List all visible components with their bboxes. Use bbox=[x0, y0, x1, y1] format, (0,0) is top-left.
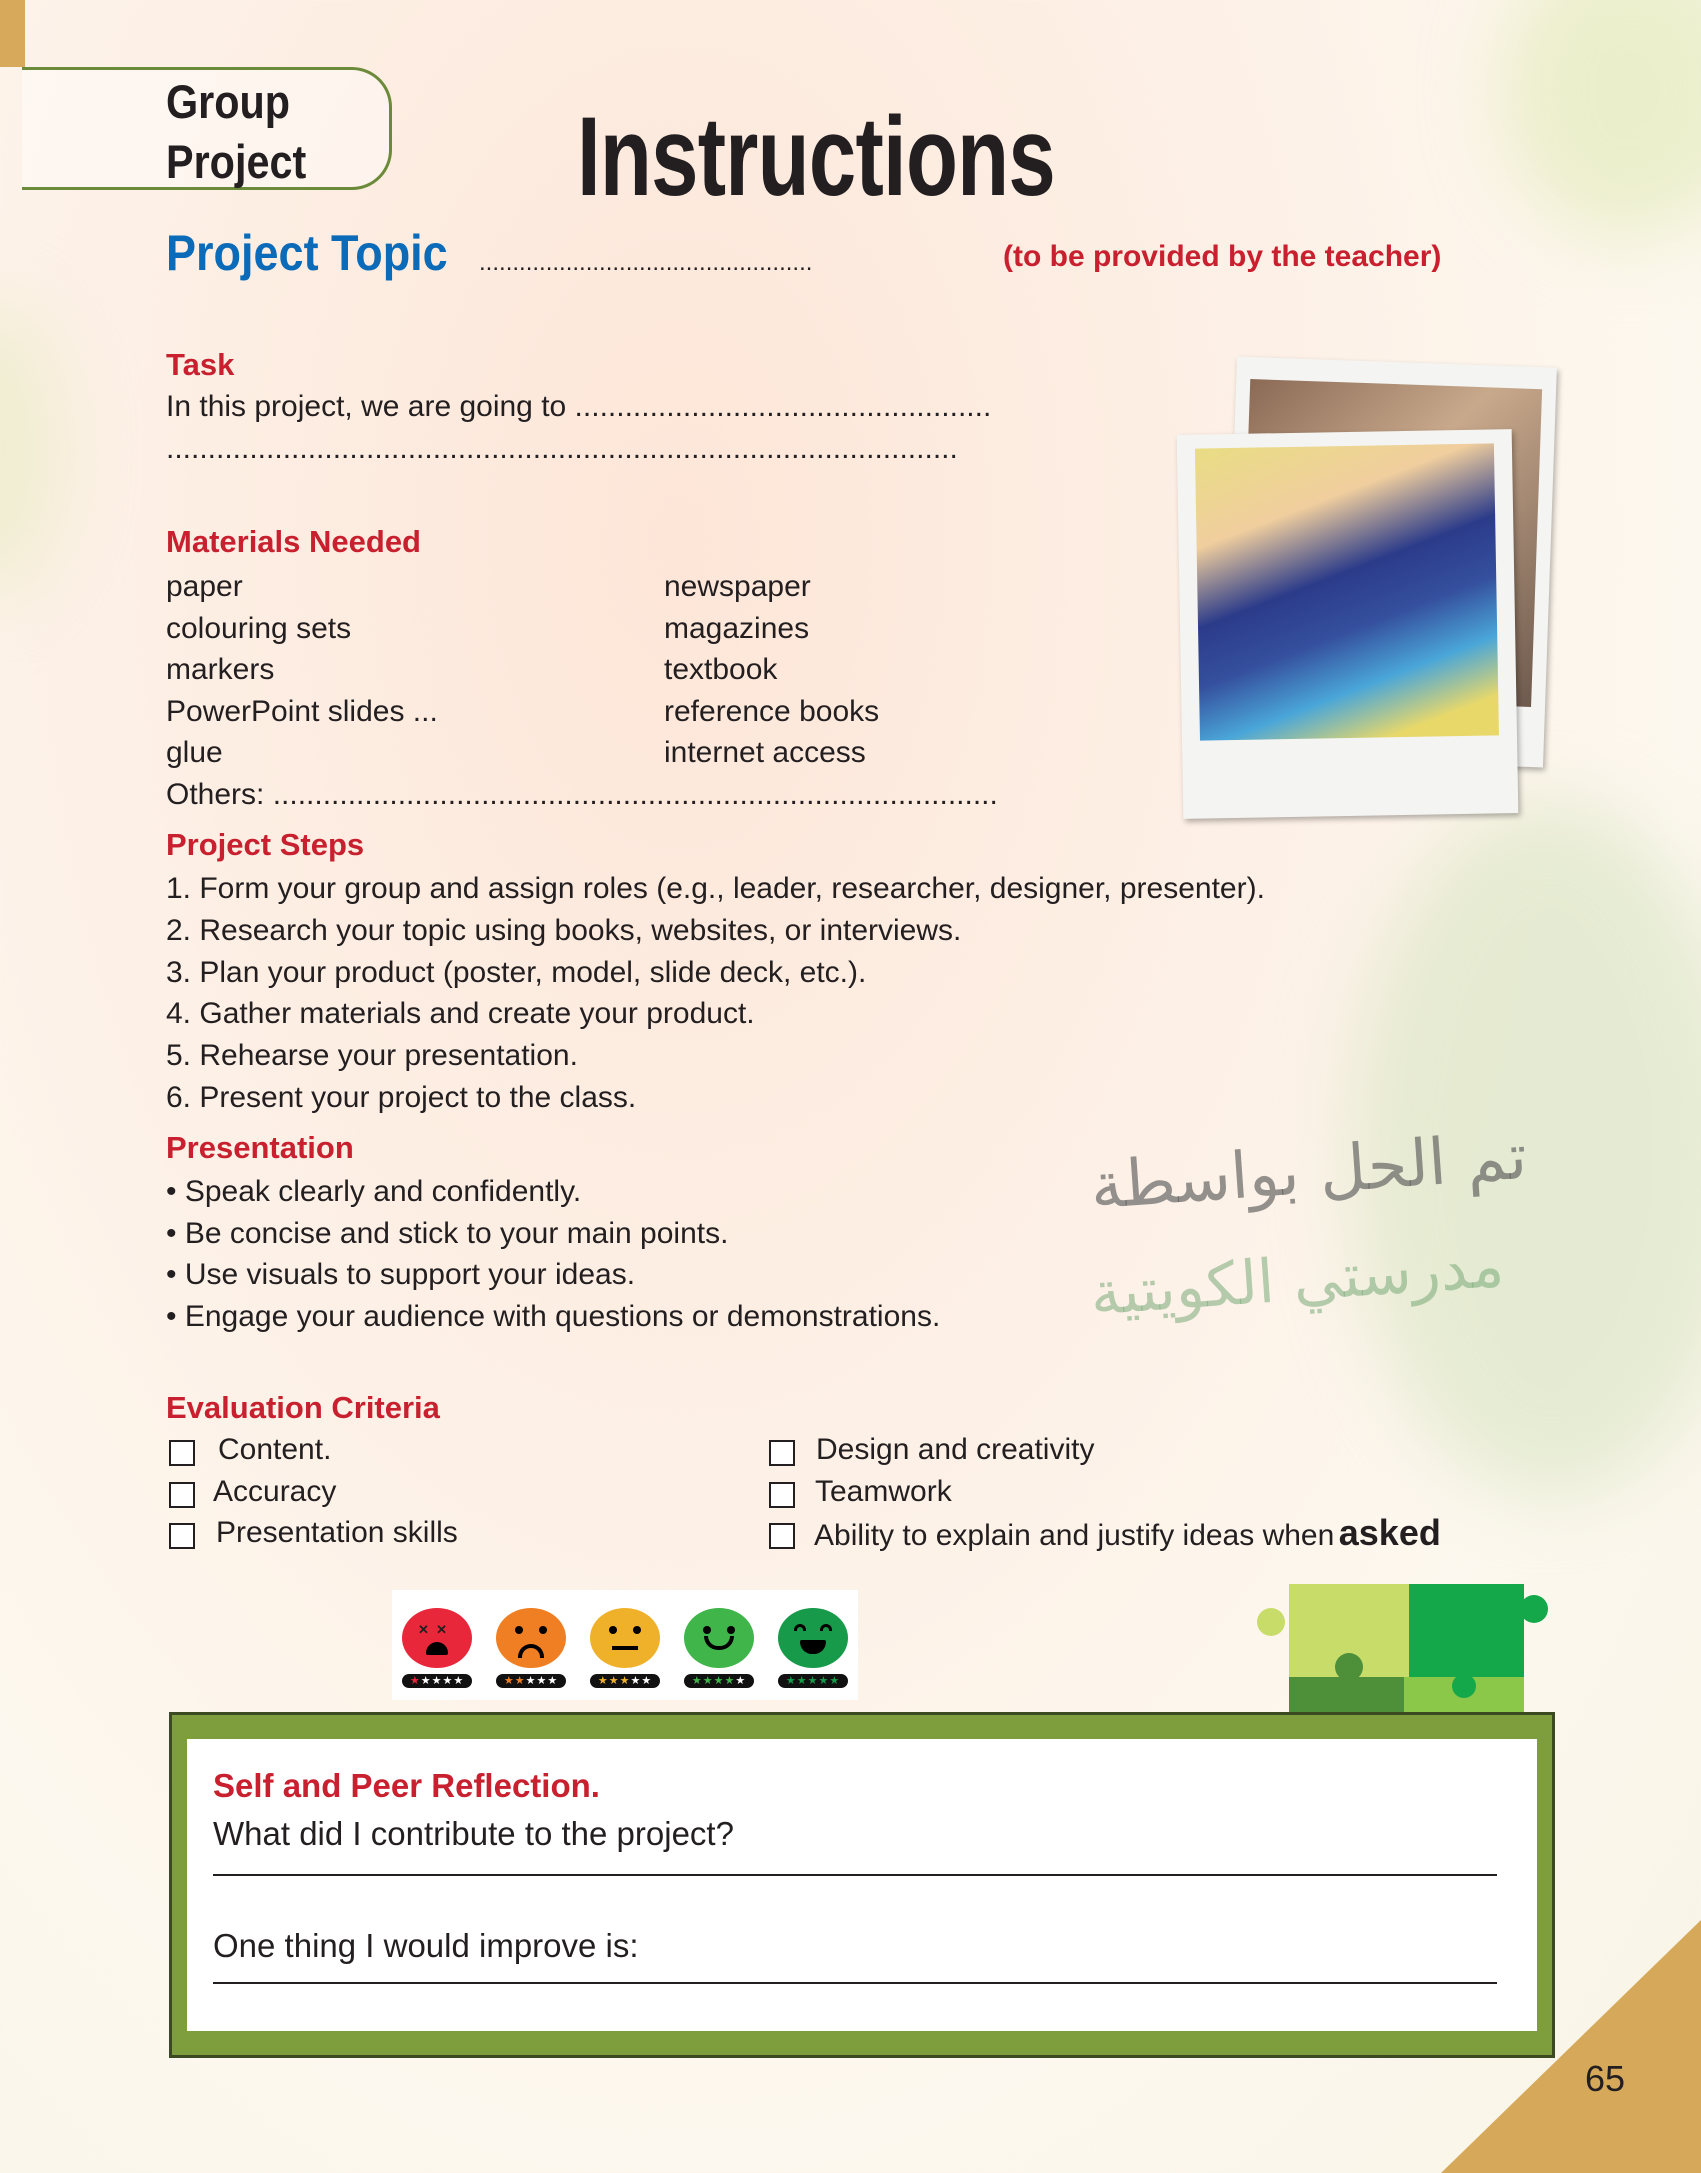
presentation-item: • Use visuals to support your ideas. bbox=[166, 1258, 636, 1292]
steps-list bbox=[166, 868, 1265, 1119]
project-topic-label: Project Topic bbox=[166, 225, 448, 281]
star-icon: ★ bbox=[713, 1675, 725, 1687]
project-topic bbox=[166, 224, 812, 282]
checkbox-design[interactable] bbox=[769, 1440, 795, 1466]
material-item: paper bbox=[166, 570, 243, 603]
badge-line-2: Project bbox=[166, 135, 307, 188]
star-icon: ★ bbox=[514, 1675, 526, 1687]
star-icon: ★ bbox=[608, 1675, 620, 1687]
presentation-heading: Presentation bbox=[166, 1130, 354, 1165]
topic-note: (to be provided by the teacher) bbox=[1003, 240, 1442, 273]
star-icon: ★ bbox=[431, 1675, 443, 1687]
rating-face-very-good[interactable] bbox=[778, 1608, 848, 1688]
star-rating bbox=[684, 1674, 754, 1688]
material-item: markers bbox=[166, 653, 275, 687]
page-number: 65 bbox=[1585, 2058, 1626, 2099]
checkbox-content[interactable] bbox=[169, 1440, 195, 1466]
star-icon: ★ bbox=[702, 1675, 714, 1687]
task-heading: Task bbox=[166, 347, 235, 382]
step-item: 6. Present your project to the class. bbox=[166, 1080, 637, 1114]
star-icon: ★ bbox=[547, 1675, 559, 1687]
checkbox-accuracy[interactable] bbox=[169, 1482, 195, 1508]
badge-line-1: Group bbox=[166, 75, 291, 128]
reflection-question-2: One thing I would improve is: bbox=[213, 1927, 639, 1964]
star-icon: ★ bbox=[691, 1675, 703, 1687]
criterion-label: Presentation skills bbox=[216, 1516, 458, 1549]
materials-col-2 bbox=[664, 566, 879, 774]
star-icon: ★ bbox=[619, 1675, 631, 1687]
star-rating bbox=[496, 1674, 566, 1688]
star-icon: ★ bbox=[536, 1675, 548, 1687]
rating-face-bad[interactable] bbox=[496, 1608, 566, 1688]
star-icon: ★ bbox=[442, 1675, 454, 1687]
page-title: Instructions bbox=[577, 94, 1055, 219]
star-rating bbox=[590, 1674, 660, 1688]
face-icon bbox=[778, 1608, 848, 1668]
star-icon: ★ bbox=[796, 1675, 808, 1687]
criterion-bold-word: asked bbox=[1338, 1512, 1441, 1553]
star-icon: ★ bbox=[597, 1675, 609, 1687]
presentation-item: • Be concise and stick to your main points. bbox=[166, 1216, 729, 1250]
face-icon bbox=[684, 1608, 754, 1668]
page-corner bbox=[1441, 1920, 1701, 2173]
photo-students-crafting bbox=[1177, 429, 1519, 819]
star-icon: ★ bbox=[503, 1675, 515, 1687]
materials-heading: Materials Needed bbox=[166, 524, 421, 559]
criterion-label: Design and creativity bbox=[816, 1433, 1095, 1466]
star-icon: ★ bbox=[525, 1675, 537, 1687]
reflection-panel bbox=[187, 1739, 1537, 2031]
face-icon: ✕ ✕ bbox=[402, 1608, 472, 1668]
criterion-label: Accuracy bbox=[213, 1475, 337, 1508]
presentation-list bbox=[166, 1171, 940, 1337]
star-icon: ★ bbox=[724, 1675, 736, 1687]
step-item: 3. Plan your product (poster, model, slide deck, etc.). bbox=[166, 955, 867, 989]
badge-text bbox=[166, 72, 306, 192]
answer-line-1[interactable] bbox=[213, 1874, 1497, 1876]
material-item: magazines bbox=[664, 611, 810, 645]
topic-dots: .................................................. bbox=[479, 249, 813, 276]
group-project-badge bbox=[22, 67, 392, 190]
star-rating bbox=[402, 1674, 472, 1688]
answer-line-2[interactable] bbox=[213, 1982, 1497, 1984]
step-item: 4. Gather materials and create your product. bbox=[166, 997, 755, 1031]
star-icon: ★ bbox=[420, 1675, 432, 1687]
step-item: 1. Form your group and assign roles (e.g., leader, researcher, designer, presenter). bbox=[166, 872, 1265, 905]
material-item: glue bbox=[166, 736, 223, 770]
step-item: 5. Rehearse your presentation. bbox=[166, 1039, 578, 1073]
star-icon: ★ bbox=[409, 1675, 421, 1687]
task-line-1: In this project, we are going to .................................................. bbox=[166, 390, 992, 423]
star-icon: ★ bbox=[818, 1675, 830, 1687]
material-item: reference books bbox=[664, 694, 880, 728]
corner-tab bbox=[0, 0, 25, 67]
watermark-line-1: تم الحل بواسطة bbox=[1087, 1119, 1530, 1225]
star-icon: ★ bbox=[630, 1675, 642, 1687]
reflection-box bbox=[169, 1712, 1555, 2058]
task-line-2: ............................................................................................... bbox=[166, 432, 958, 465]
reflection-question-1: What did I contribute to the project? bbox=[213, 1815, 734, 1852]
material-item: PowerPoint slides ... bbox=[166, 694, 438, 728]
star-icon: ★ bbox=[453, 1675, 465, 1687]
material-item: internet access bbox=[664, 736, 866, 770]
material-item: colouring sets bbox=[166, 611, 352, 645]
evaluation-heading: Evaluation Criteria bbox=[166, 1390, 440, 1425]
criterion-text: Ability to explain and justify ideas when bbox=[814, 1519, 1335, 1552]
reflection-heading: Self and Peer Reflection. bbox=[213, 1767, 600, 1804]
materials-others: Others: ....................................................................................... bbox=[166, 777, 998, 811]
presentation-item: • Speak clearly and confidently. bbox=[166, 1175, 582, 1208]
criterion-label bbox=[814, 1512, 1441, 1554]
step-item: 2. Research your topic using books, websites, or interviews. bbox=[166, 913, 962, 947]
checkbox-ability[interactable] bbox=[769, 1523, 795, 1549]
rating-face-good[interactable] bbox=[684, 1608, 754, 1688]
checkbox-presentation-skills[interactable] bbox=[169, 1523, 195, 1549]
rating-face-neutral[interactable] bbox=[590, 1608, 660, 1688]
star-icon: ★ bbox=[641, 1675, 653, 1687]
material-item: textbook bbox=[664, 653, 778, 687]
criterion-label: Content. bbox=[218, 1433, 332, 1466]
star-icon: ★ bbox=[829, 1675, 841, 1687]
face-icon bbox=[590, 1608, 660, 1668]
star-icon: ★ bbox=[785, 1675, 797, 1687]
presentation-item: • Engage your audience with questions or demonstrations. bbox=[166, 1299, 941, 1333]
star-rating bbox=[778, 1674, 848, 1688]
material-item: newspaper bbox=[664, 570, 811, 603]
rating-face-very-bad[interactable] bbox=[402, 1608, 472, 1688]
face-icon bbox=[496, 1608, 566, 1668]
star-icon: ★ bbox=[735, 1675, 747, 1687]
rating-faces bbox=[392, 1590, 858, 1700]
steps-heading: Project Steps bbox=[166, 827, 365, 862]
criterion-label: Teamwork bbox=[815, 1475, 952, 1508]
checkbox-teamwork[interactable] bbox=[769, 1482, 795, 1508]
star-icon: ★ bbox=[807, 1675, 819, 1687]
watermark-line-2: مدرستي الكويتية bbox=[1088, 1230, 1507, 1330]
